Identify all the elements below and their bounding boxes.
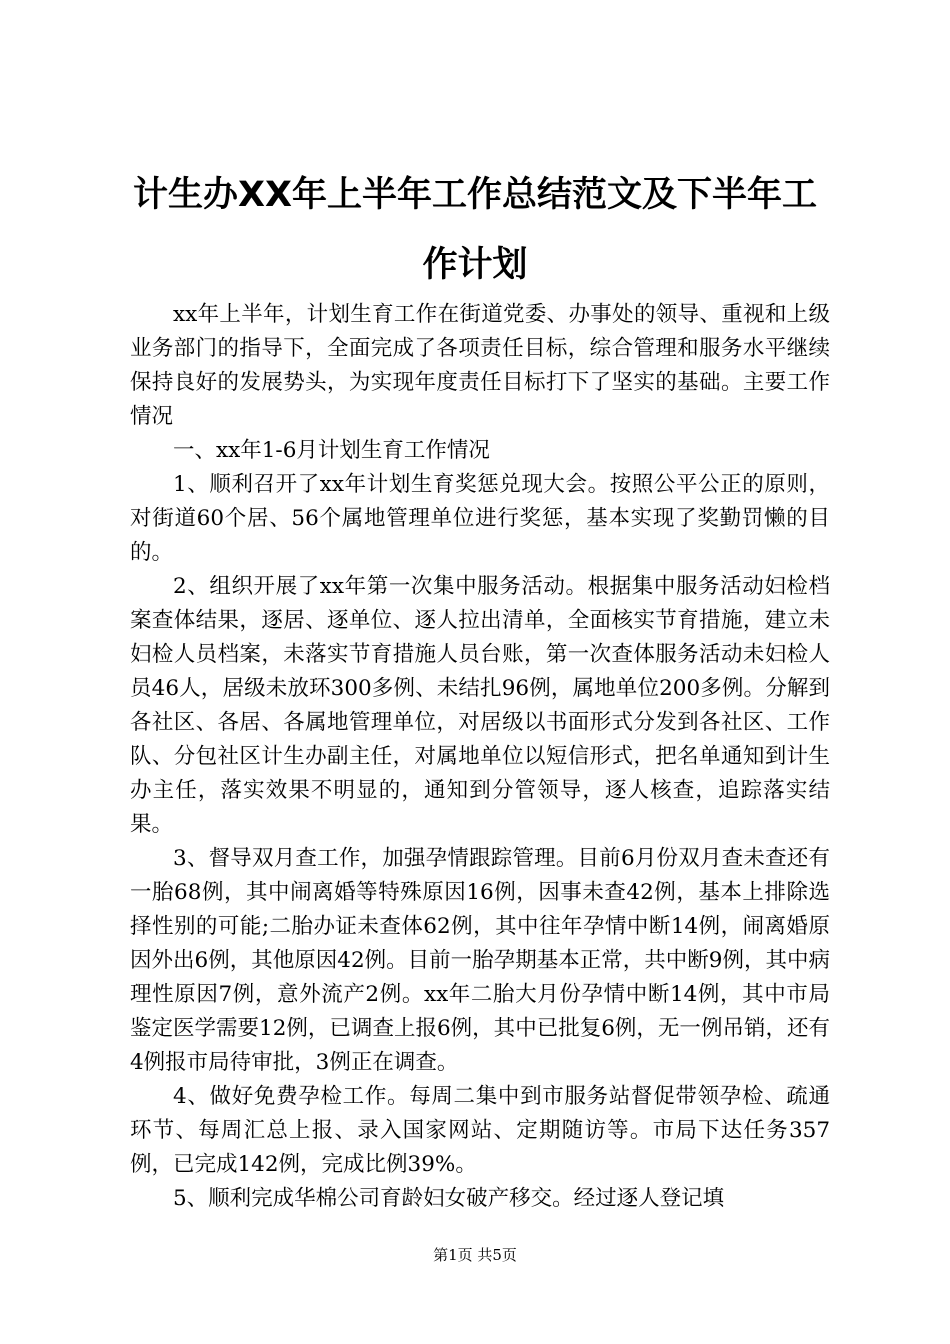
paragraph-intro: xx年上半年，计划生育工作在街道党委、办事处的领导、重视和上级业务部门的指导下，全面完成了各项责任目标，综合管理和服务水平继续保持良好的发展势头，为实现年度责任目标打下了坚实的基础。主要工作情况 <box>130 302 830 429</box>
paragraph-item-5: 5、顺利完成华棉公司育龄妇女破产移交。经过逐人登记填 <box>173 1186 725 1211</box>
paragraph-item-3: 3、督导双月查工作，加强孕情跟踪管理。目前6月份双月查未查还有一胎68例，其中闹离婚等特殊原因16例，因事未查42例，基本上排除选择性别的可能;二胎办证未查体62例，其中往年孕情中断14例，闹离婚原因外出6例，其他原因42例。目前一胎孕期基本正常，共中断9例，其中病理性原因7例，意外流产2例。xx年二胎大月份孕情中断14例，其中市局鉴定医学需要12例，已调查上报6例，其中已批复6例，无一例吊销，还有4例报市局待审批，3例正在调查。 <box>130 846 830 1075</box>
document-title: 计生办XX年上半年工作总结范文及下半年工作计划 <box>133 175 817 285</box>
paragraph-item-1: 1、顺利召开了xx年计划生育奖惩兑现大会。按照公平公正的原则，对街道60个居、56个属地管理单位进行奖惩，基本实现了奖勤罚懒的目的。 <box>130 472 830 565</box>
paragraph-item-2: 2、组织开展了xx年第一次集中服务活动。根据集中服务活动妇检档案查体结果，逐居、逐单位、逐人拉出清单，全面核实节育措施，建立未妇检人员档案，未落实节育措施人员台账，第一次查体服务活动未妇检人员46人，居级未放环300多例、未结扎96例，属地单位200多例。分解到各社区、各居、各属地管理单位，对居级以书面形式分发到各社区、工作队、分包社区计生办副主任，对属地单位以短信形式，把名单通知到计生办主任，落实效果不明显的，通知到分管领导，逐人核查，追踪落实结果。 <box>130 574 830 837</box>
paragraph-section-heading: 一、xx年1-6月计划生育工作情况 <box>173 438 490 463</box>
document-body <box>130 298 830 1216</box>
paragraph-item-4: 4、做好免费孕检工作。每周二集中到市服务站督促带领孕检、疏通环节、每周汇总上报、录入国家网站、定期随访等。市局下达任务357例，已完成142例，完成比例39%。 <box>130 1084 830 1177</box>
page-footer: 第1页 共5页 <box>433 1246 517 1264</box>
